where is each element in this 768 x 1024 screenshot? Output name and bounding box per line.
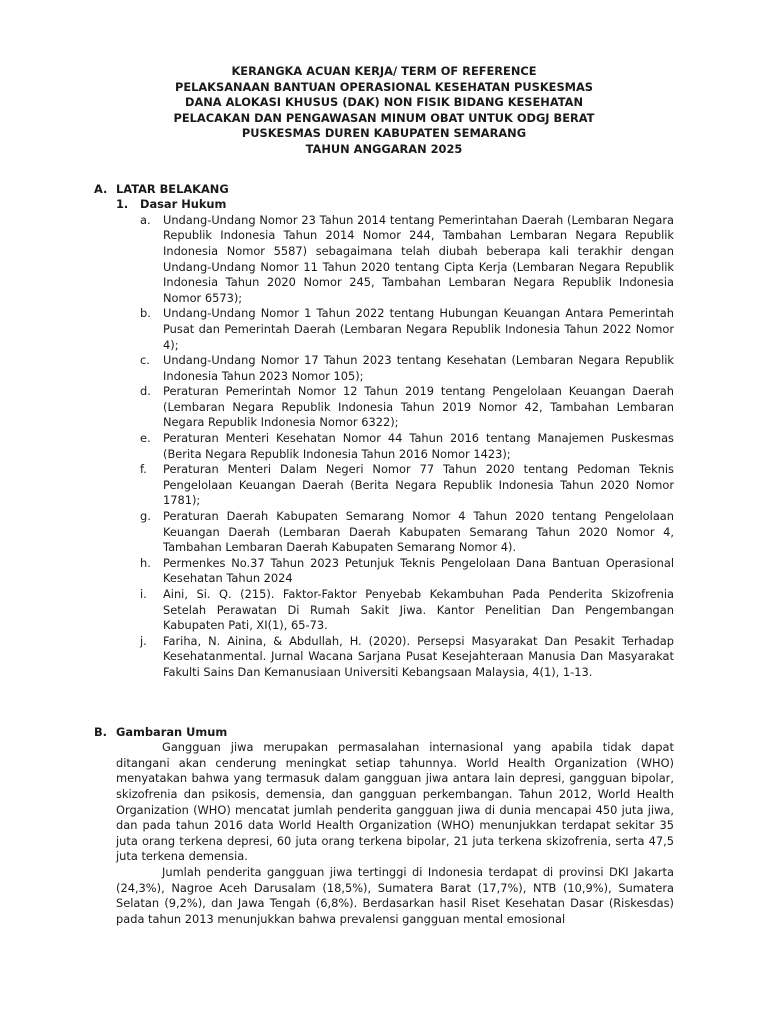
- list-text: Peraturan Daerah Kabupaten Semarang Nomor 4 Tahun 2020 tentang Pengelolaan Keuangan Daerah (Lembaran Daerah Kabupaten Semarang Tahun 2020 Nomor 4, Tambahan Lembaran Daerah Kabupaten Semarang Nomor 4).: [163, 509, 674, 555]
- list-text: Undang-Undang Nomor 1 Tahun 2022 tentang Hubungan Keuangan Antara Pemerintah Pusat dan Pemerintah Daerah (Lembaran Negara Republik Indonesia Tahun 2022 Nomor 4);: [163, 306, 674, 352]
- list-marker: c.: [140, 353, 150, 368]
- list-marker: e.: [140, 431, 151, 446]
- body-paragraph: Jumlah penderita gangguan jiwa tertinggi di Indonesia terdapat di provinsi DKI Jakarta (24,3%), Nagroe Aceh Darusalam (18,5%), Sumatera Barat (17,7%), NTB (10,9%), Sumatera Selatan (9,2%), dan Jawa Tengah (6,8%). Berdasarkan hasil Riset Kesehatan Dasar (Riskesdas) pada tahun 2013 menunjukkan bahwa prevalensi gangguan mental emosional: [116, 864, 674, 926]
- section-b-heading: [94, 725, 674, 741]
- list-marker: h.: [140, 555, 151, 570]
- list-text: Peraturan Menteri Dalam Negeri Nomor 77 Tahun 2020 tentang Pedoman Teknis Pengelolaan Keuangan Daerah (Berita Negara Republik Indonesia Tahun 2020 Nomor 1781);: [163, 462, 674, 508]
- list-text: Aini, Si. Q. (215). Faktor-Faktor Penyebab Kekambuhan Pada Penderita Skizofrenia Setelah Perawatan Di Rumah Sakit Jiwa. Kantor Penelitian Dan Pengembangan Kabupaten Pati, XI(1), 65-73.: [163, 587, 674, 633]
- list-text: Undang-Undang Nomor 23 Tahun 2014 tentang Pemerintahan Daerah (Lembaran Negara Republik Indonesia Tahun 2014 Nomor 244, Tambahan Lembaran Negara Republik Indonesia Nomor 5587) sebagaimana telah diubah beberapa kali terakhir dengan Undang-Undang Nomor 11 Tahun 2020 tentang Cipta Kerja (Lembaran Negara Republik Indonesia Tahun 2020 Nomor 245, Tambahan Lembaran Negara Republik Indonesia Nomor 6573);: [163, 212, 674, 305]
- list-marker: a.: [140, 212, 151, 227]
- list-item: [140, 384, 674, 431]
- section-title: LATAR BELAKANG: [116, 181, 229, 196]
- list-text: Peraturan Pemerintah Nomor 12 Tahun 2019 tentang Pengelolaan Keuangan Daerah (Lembaran Negara Republik Indonesia Tahun 2019 Nomor 42, Tambahan Lembaran Negara Republik Indonesia Nomor 6322);: [163, 384, 674, 430]
- list-item: [140, 306, 674, 353]
- subsection-heading: [116, 197, 674, 213]
- section-letter: A.: [94, 181, 108, 196]
- list-item: [140, 213, 674, 307]
- subsection-title: Dasar Hukum: [140, 197, 227, 212]
- list-item: [140, 509, 674, 556]
- list-text: Fariha, N. Ainina, & Abdullah, H. (2020). Persepsi Masyarakat Dan Pesakit Terhadap Kesehatanmental. Jurnal Wacana Sarjana Pusat Kesejahteraan Manusia Dan Masyarakat Fakulti Sains Dan Kemanusiaan Universiti Kebangsaan Malaysia, 4(1), 1-13.: [163, 633, 674, 679]
- body-paragraph: Gangguan jiwa merupakan permasalahan internasional yang apabila tidak dapat ditangani akan cenderung meningkat setiap tahunnya. World Health Organization (WHO) menyatakan bahwa yang termasuk dalam gangguan jiwa antara lain depresi, gangguan bipolar, skizofrenia dan psikosis, demensia, dan gangguan perkembangan. Tahun 2012, World Health Organization (WHO) mencatat jumlah penderita gangguan jiwa di dunia mencapai 450 juta jiwa, dan pada tahun 2016 data World Health Organization (WHO) menunjukkan terdapat sekitar 35 juta orang terkena depresi, 60 juta orang terkena bipolar, 21 juta terkena skizofrenia, serta 47,5 juta terkena demensia.: [116, 740, 674, 864]
- list-item: [140, 587, 674, 634]
- spacer: [94, 681, 674, 725]
- list-item: [140, 556, 674, 587]
- list-item: [140, 462, 674, 509]
- document-title: [94, 64, 674, 158]
- list-marker: b.: [140, 306, 151, 321]
- legal-basis-list: [140, 213, 674, 681]
- list-item: [140, 353, 674, 384]
- list-text: Undang-Undang Nomor 17 Tahun 2023 tentang Kesehatan (Lembaran Negara Republik Indonesia Tahun 2023 Nomor 105);: [163, 353, 674, 383]
- list-item: [140, 431, 674, 462]
- list-text: Permenkes No.37 Tahun 2023 Petunjuk Teknis Pengelolaan Dana Bantuan Operasional Kesehatan Tahun 2024: [163, 555, 674, 586]
- list-item: [140, 634, 674, 681]
- title-line: PELACAKAN DAN PENGAWASAN MINUM OBAT UNTUK ODGJ BERAT: [173, 110, 595, 125]
- section-letter: B.: [94, 724, 108, 739]
- section-a-heading: [94, 182, 674, 198]
- title-line: PELAKSANAAN BANTUAN OPERASIONAL KESEHATAN PUSKESMAS: [174, 79, 594, 94]
- list-text: Peraturan Menteri Kesehatan Nomor 44 Tahun 2016 tentang Manajemen Puskesmas (Berita Negara Republik Indonesia Tahun 2016 Nomor 1423);: [163, 431, 674, 461]
- list-marker: g.: [140, 509, 151, 524]
- section-title: Gambaran Umum: [116, 724, 228, 739]
- subsection-number: 1.: [116, 197, 129, 212]
- title-line: KERANGKA ACUAN KERJA/ TERM OF REFERENCE: [231, 64, 537, 78]
- title-line: PUSKESMAS DUREN KABUPATEN SEMARANG: [241, 126, 527, 141]
- title-line: DANA ALOKASI KHUSUS (DAK) NON FISIK BIDANG KESEHATAN: [185, 95, 583, 110]
- title-line: TAHUN ANGGARAN 2025: [305, 141, 463, 156]
- list-marker: i.: [140, 587, 147, 601]
- list-marker: d.: [140, 384, 151, 399]
- list-marker: j.: [140, 633, 147, 648]
- list-marker: f.: [140, 462, 147, 477]
